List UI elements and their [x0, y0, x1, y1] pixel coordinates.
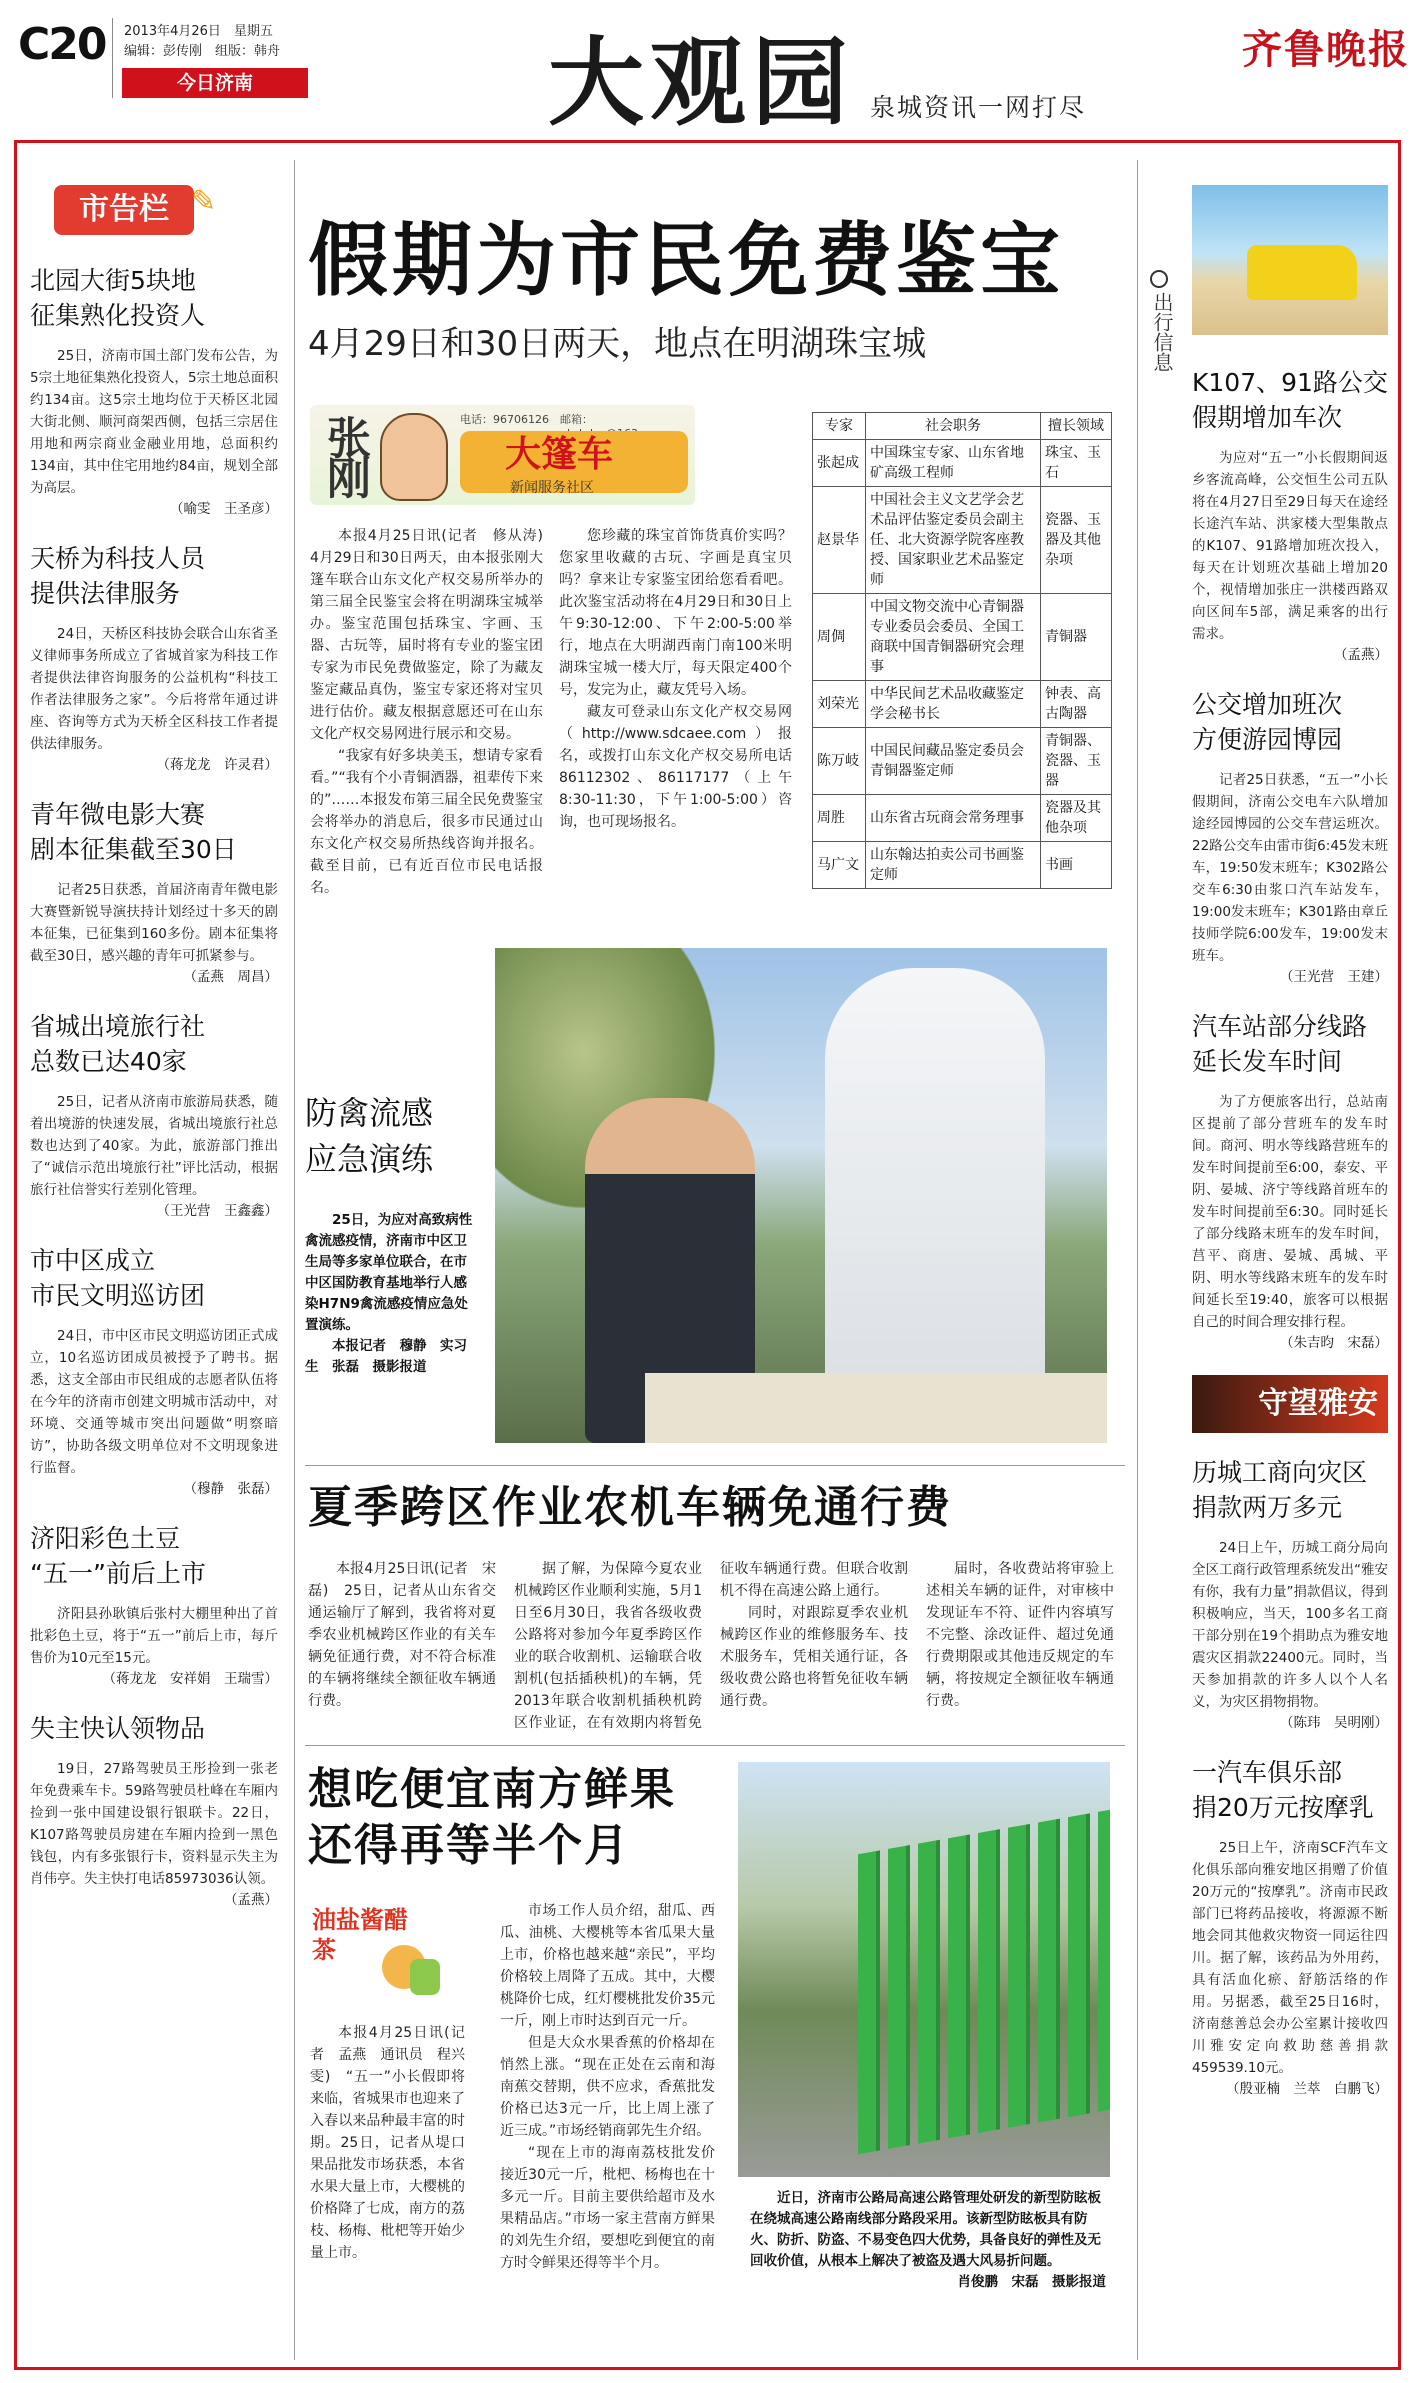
- news-item-title: 省城出境旅行社: [30, 1012, 206, 1041]
- logo-subname: 大篷车: [505, 434, 614, 475]
- logo-name: 张刚: [319, 415, 370, 495]
- news-item-title: 总数已达40家: [30, 1047, 187, 1076]
- table-row: [813, 795, 1112, 842]
- news-item-byline: （王光营 王鑫鑫）: [156, 1203, 278, 1219]
- table-cell: 陈万岐: [813, 728, 866, 795]
- news-item-body: 25日，济南市国土部门发布公告，为5宗土地征集熟化投资人，5宗土地总面积约134亩。这5宗土地均位于天桥区北园大街北侧、顺河商架西侧，包括三宗居住用地和两宗商业金融业用地，总面积约134亩，其中住宅用地约84亩，规划全部为高层。: [30, 348, 278, 496]
- news-item-body: 25日上午，济南SCF汽车文化俱乐部向雅安地区捐赠了价值20万元的“按摩乳”。济南市民政部门已将药品接收，将源源不断地会同其他救灾物资一同运往四川。据了解，该药品为外用药，具有活血化瘀、舒筋活络的作用。另据悉，截至25日16时，济南慈善总会办公室累计接收四川雅安定向救助慈善捐款459539.10元。: [1192, 1840, 1388, 2076]
- main-paragraph: 本报4月25日讯(记者 修从涛) 4月29日和30日两天，由本报张刚大篷车联合山东文化产权交易所举办的第三届全民鉴宝会将在明湖珠宝城举办。鉴宝范围包括珠宝、字画、玉器、古玩等，届时将有专业的鉴宝团专家为市民免费做鉴定，除了为藏友鉴定藏品真伪，鉴宝专家还将对宝贝进行估价。藏友根据意愿还可在山东文化产权交易网进行展示和交易。: [310, 528, 557, 742]
- left-column-rule: [294, 160, 295, 2360]
- news-item: [30, 797, 278, 987]
- news-item: [30, 1521, 278, 1689]
- table-cell: 周胜: [813, 795, 866, 842]
- news-item-byline: （孟燕）: [224, 1892, 278, 1908]
- news-item-title: 捐20万元按摩乳: [1192, 1793, 1374, 1822]
- news-item-byline: （王光营 王建）: [1280, 969, 1388, 985]
- news-item-byline: （蒋龙龙 安祥娟 王瑞雪）: [102, 1671, 278, 1687]
- news-item-title: 汽车站部分线路: [1192, 1012, 1368, 1041]
- article3-badge: [312, 1905, 442, 2005]
- article3-paragraph: 本报4月25日讯(记者 孟燕 通讯员 程兴雯) “五一”小长假即将来临，省城果市也迎来了入春以来品种最丰富的时期。25日，记者从堤口果品批发市场获悉，本省水果大量上市，大樱桃的价格降了七成，南方的荔枝、杨梅、枇杷等开始少量上市。: [310, 2025, 465, 2261]
- news-item-title: 天桥为科技人员: [30, 544, 206, 573]
- news-item-title: “五一”前后上市: [30, 1559, 206, 1588]
- left-column: [30, 185, 278, 1932]
- table-cell: 中国民间藏品鉴定委员会青铜器鉴定师: [866, 728, 1041, 795]
- yaan-badge: [1192, 1375, 1388, 1433]
- news-item-title: 公交增加班次: [1192, 690, 1343, 719]
- travel-label-text: 出行信息: [1150, 292, 1174, 372]
- right-column-rule: [1137, 160, 1138, 2360]
- article3-paragraph: 但是大众水果香蕉的价格却在悄然上涨。“现在正处在云南和海南蕉交替期，供不应求，香蕉批发价格已达3元一斤，比上周上涨了近三成。”市场经销商郭先生介绍。: [500, 2035, 715, 2139]
- news-item-title: 失主快认领物品: [30, 1714, 206, 1743]
- table-row: [813, 594, 1112, 681]
- editor-line: 编辑：彭传刚 组版：韩舟: [124, 44, 281, 59]
- news-item: [1192, 1755, 1388, 2099]
- logo-phone: 电话：96706126: [460, 413, 549, 426]
- news-item-title: 北园大街5块地: [30, 266, 196, 295]
- news-item-title: 方便游园博园: [1192, 725, 1343, 754]
- news-item-body: 24日上午，历城工商分局向全区工商行政管理系统发出“雅安有你，我有力量”捐款倡议，得到积极响应，当天，100多名工商干部分别在19个捐助点为雅安地震灾区捐款22400元。同时，当天参加捐款的许多人以个人名义，为灾区捐物捐物。: [1192, 1540, 1388, 1710]
- drill-headline: [305, 1090, 433, 1182]
- car-icon: [1247, 245, 1357, 300]
- table-cell: 赵景华: [813, 487, 866, 594]
- main-headline: 假期为市民免费鉴宝: [308, 213, 1064, 307]
- pencil-icon: ✎: [190, 184, 216, 219]
- drill-caption: [305, 1210, 473, 1378]
- table-cell: 马广文: [813, 842, 866, 889]
- news-item-byline: （孟燕）: [1334, 647, 1388, 663]
- table-cell: 瓷器及其他杂项: [1041, 795, 1112, 842]
- experts-table-wrap: [812, 412, 1112, 889]
- article3-headline-line: 想吃便宜南方鲜果: [308, 1764, 676, 1815]
- table-cell: 中华民间艺术品收藏鉴定学会秘书长: [866, 681, 1041, 728]
- table-header-row: [813, 413, 1112, 440]
- news-item-title: 一汽车俱乐部: [1192, 1758, 1343, 1787]
- news-item: [30, 541, 278, 775]
- news-item: [30, 1009, 278, 1221]
- news-item-body: 24日，市中区市民文明巡访团正式成立，10名巡访团成员被授予了聘书。据悉，这支全部由市民组成的志愿者队伍将在今年的济南市创建文明城市活动中，对环境、交通等城市突出问题做“明察暗访”，协助各级文明单位对不文明现象进行监督。: [30, 1328, 278, 1476]
- table-cell: 周倜: [813, 594, 866, 681]
- today-tag: 今日济南: [122, 68, 308, 98]
- guardrail-photo: [738, 1762, 1110, 2177]
- drill-photo: [495, 948, 1107, 1443]
- section-slogan: 泉城资讯一网打尽: [870, 93, 1087, 122]
- table-cell: 青铜器: [1041, 594, 1112, 681]
- article3-badge-label: 油盐酱醋茶: [312, 1906, 408, 1964]
- news-item-byline: （穆静 张磊）: [183, 1481, 278, 1497]
- yaan-badge-label: 守望雅安: [1258, 1386, 1378, 1421]
- news-item-body: 记者25日获悉，首届济南青年微电影大赛暨新锐导演扶持计划经过十多天的剧本征集，已征集到160多份。剧本征集将截至30日，感兴趣的青年可抓紧参与。: [30, 882, 278, 964]
- article3-body-left: [310, 2022, 465, 2264]
- section-title: 大观园: [548, 26, 854, 139]
- travel-photo: [1192, 185, 1388, 335]
- news-item: [1192, 1455, 1388, 1733]
- news-item-body: 为了方便旅客出行，总站南区提前了部分营班车的发车时间。商河、明水等线路营班车的发车时间提前至6:00，泰安、平阴、晏城、济宁等线路首班车的发车时间提前至6:30。同时延长了部分线路末班车的发车时间，莒平、商唐、晏城、禹城、平阴、明水等线路末班车的发车时间延长至19:40，旅客可以根据自己的时间合理安排行程。: [1192, 1094, 1388, 1330]
- travel-label: [1150, 270, 1172, 372]
- table-cell: 山东翰达拍卖公司书画鉴定师: [866, 842, 1041, 889]
- drill-caption-text: 25日，为应对高致病性禽流感疫情，济南市中区卫生局等多家单位联合，在市中区国防教育基地举行人感染H7N9禽流感疫情应急处置演练。: [305, 1212, 473, 1333]
- article2-paragraph: 据了解，为保障今夏农业机械跨区作业顺利实施，5月1日至6月30日，我省各级收费公路将对参加今年夏季跨区作业的联合收割机、运输联合收割机(包括插秧机)的车辆，凭2013年联合收割机插秧机跨区作业证，在有效期内将暂免征收车辆通行费。但联合收割机不得在高速公路上通行。: [514, 1561, 908, 1731]
- news-item-body: 济阳县孙耿镇后张村大棚里种出了首批彩色土豆，将于“五一”前后上市，每斤售价为10元至15元。: [30, 1606, 278, 1666]
- table-row: [813, 842, 1112, 889]
- news-item-body: 记者25日获悉，“五一”小长假期间，济南公交电车六队增加途经园博园的公交车营运班次。22路公交车由雷市街6:45发末班车，19:50发末班车；K302路公交车6:30由浆口汽车站发车，19:00发末班车；K301路由章丘技师学院6:00发车，19:00发末班车。: [1192, 772, 1388, 964]
- news-item-body: 25日，记者从济南市旅游局获悉，随着出境游的快速发展，省城出境旅行社总数也达到了40家。为此，旅游部门推出了“诚信示范出境旅行社”评比活动，根据旅行社信誉实行差别化管理。: [30, 1094, 278, 1198]
- drill-headline-line: 应急演练: [305, 1140, 434, 1178]
- article3-paragraph: 市场工作人员介绍，甜瓜、西瓜、油桃、大樱桃等本省瓜果大量上市，价格也越来越“亲民”，平均价格较上周降了五成。其中，大樱桃降价七成，红灯樱桃批发价35元一斤，刚上市时达到百元一斤。: [500, 1903, 715, 2029]
- main-subheadline: 4月29日和30日两天，地点在明湖珠宝城: [308, 324, 927, 364]
- news-item: [1192, 1009, 1388, 1353]
- article3-headline-line: 还得再等半个月: [308, 1820, 630, 1871]
- table-cell: 钟表、高古陶器: [1041, 681, 1112, 728]
- table-cell: 山东省古玩商会常务理事: [866, 795, 1041, 842]
- jar-icon: [410, 1959, 440, 1995]
- news-item-byline: （殷亚楠 兰萃 白鹏飞）: [1226, 2081, 1388, 2097]
- news-item-byline: （孟燕 周昌）: [183, 969, 278, 985]
- logo-email: 邮箱：: [560, 413, 593, 426]
- guardrail-caption: [750, 2188, 1106, 2293]
- caricature-icon: [380, 413, 448, 501]
- guardrail-posts: [858, 1810, 1110, 2154]
- table-row: [813, 681, 1112, 728]
- table-cell: 刘荣光: [813, 681, 866, 728]
- news-item-title: 济阳彩色土豆: [30, 1524, 181, 1553]
- article3-paragraph: “现在上市的海南荔枝批发价接近30元一斤，枇杷、杨梅也在十多元一斤。目前主要供给超市及水果精品店。”市场一家主营南方鲜果的刘先生介绍，要想吃到便宜的南方时令鲜果还得等半个月。: [500, 2145, 715, 2271]
- article3-body-right: [500, 1900, 715, 2274]
- news-item-title: 延长发车时间: [1192, 1047, 1343, 1076]
- article2-paragraph: 本报4月25日讯(记者 宋磊) 25日，记者从山东省交通运输厅了解到，我省将对夏季农业机械跨区作业的有关车辆免征通行费，对不符合标准的车辆将继续全额征收车辆通行费。: [308, 1561, 496, 1709]
- news-item-body: 24日，天桥区科技协会联合山东省圣义律师事务所成立了省城首家为科技工作者提供法律咨询服务的公益机构“科技工作者法律服务之家”。今后将常年通过讲座、咨询等方式为天桥全区科技工作者提供法律服务。: [30, 626, 278, 752]
- article2-body: [308, 1558, 1114, 1736]
- logo-subcaption: 新闻服务社区: [510, 480, 594, 496]
- news-item: [30, 1243, 278, 1499]
- main-paragraph: 藏友可登录山东文化产权交易网（http://www.sdcaee.com）报名，或拨打山东文化产权交易所电话86112302、86117177（上午8:30-11:30，下午1:00-5:00）咨询，也可现场报名。: [559, 704, 792, 830]
- article3-headline: [308, 1762, 676, 1874]
- news-item-byline: （喻雯 王圣彦）: [170, 501, 278, 517]
- notice-badge: [54, 184, 216, 235]
- notice-badge-label: 市告栏: [79, 192, 169, 227]
- page-number: C20: [18, 19, 106, 70]
- hazmat-suit-figure: [825, 968, 1045, 1438]
- main-paragraph: 您珍藏的珠宝首饰货真价实吗？您家里收藏的古玩、字画是真宝贝吗？拿来让专家鉴宝团给您看看吧。此次鉴宝活动将在4月29日和30日上午9:30-12:00、下午2:00-5:00举行，地点在大明湖西南门南100米明湖珠宝城一楼大厅，每天限定400个号，发完为止，藏友凭号入场。: [559, 528, 792, 698]
- table-cell: 书画: [1041, 842, 1112, 889]
- news-item-title: 提供法律服务: [30, 579, 181, 608]
- table-row: [813, 728, 1112, 795]
- main-paragraph: “我家有好多块美玉，想请专家看看。”“我有个小青铜酒器，祖辈传下来的”……本报发布第三届全民免费鉴宝会将举办的消息后，很多市民通过山东文化产权交易所热线咨询并报名。截至目前，已有近百位市民电话报名。: [310, 748, 543, 896]
- table-cell: 张起成: [813, 440, 866, 487]
- news-item: [30, 1711, 278, 1910]
- table-header: 专家: [813, 413, 866, 440]
- news-item-title: 青年微电影大赛: [30, 800, 206, 829]
- news-item-byline: （朱吉昀 宋磊）: [1280, 1335, 1388, 1351]
- table-cell: 中国珠宝专家、山东省地矿高级工程师: [866, 440, 1041, 487]
- column-logo: [310, 405, 695, 505]
- table-row: [813, 440, 1112, 487]
- table-cell: 珠宝、玉石: [1041, 440, 1112, 487]
- guardrail-caption-text: 近日，济南市公路局高速公路管理处研发的新型防眩板在绕城高速公路南线部分路段采用。该新型防眩板具有防火、防折、防盗、不易变色四大优势，具备良好的弹性及无回收价值，从根本上解决了被盗及遇大风易折问题。: [750, 2190, 1101, 2269]
- drill-credit: 本报记者 穆静 实习生 张磊 摄影报道: [305, 1338, 467, 1375]
- guardrail-credit: 肖俊鹏 宋磊 摄影报道: [957, 2274, 1106, 2290]
- table-cell: 瓷器、玉器及其他杂项: [1041, 487, 1112, 594]
- news-item-byline: （蒋龙龙 许灵君）: [156, 757, 278, 773]
- table-row: [813, 487, 1112, 594]
- table-cell: 中国文物交流中心青铜器专业委员会委员、全国工商联中国青铜器研究会理事: [866, 594, 1041, 681]
- drill-headline-line: 防禽流感: [305, 1094, 434, 1132]
- table-cell: 青铜器、瓷器、玉器: [1041, 728, 1112, 795]
- news-item-byline: （陈玮 吴明刚）: [1280, 1715, 1388, 1731]
- right-news-list-2: [1192, 1455, 1388, 2099]
- news-item-title: 剧本征集截至30日: [30, 835, 237, 864]
- table-header: 社会职务: [866, 413, 1041, 440]
- table-header: 擅长领域: [1041, 413, 1112, 440]
- news-item-body: 19日，27路驾驶员王彤捡到一张老年免费乘车卡。59路驾驶员杜峰在车厢内捡到一张中国建设银行银联卡。22日，K107路驾驶员房建在车厢内捡到一黑色钱包，内有多张银行卡，资料显示失主为肖伟亭。失主快打电话85973036认领。: [30, 1761, 278, 1887]
- news-item-title: 市中区成立: [30, 1246, 156, 1275]
- news-item-title: 市民文明巡访团: [30, 1281, 206, 1310]
- news-item-title: 假期增加车次: [1192, 403, 1343, 432]
- news-item-title: 征集熟化投资人: [30, 301, 206, 330]
- brand-logo: 齐鲁晚报: [1242, 26, 1410, 73]
- section-rule: [305, 1465, 1125, 1466]
- news-item: [1192, 365, 1388, 665]
- circle-icon: [1150, 270, 1168, 288]
- left-news-list: [30, 263, 278, 1910]
- main-article: [310, 525, 792, 915]
- header-divider: [112, 18, 113, 98]
- article2-headline: 夏季跨区作业农机车辆免通行费: [308, 1482, 952, 1533]
- issue-date: 2013年4月26日 星期五: [124, 24, 273, 39]
- article2-paragraph: 同时，对跟踪夏季农业机械跨区作业的维修服务车、技术服务车，凭相关通行证，各级收费公路也将暂免征收车辆通行费。: [720, 1605, 908, 1709]
- news-item-title: 历城工商向灾区: [1192, 1458, 1368, 1487]
- news-item-title: K107、91路公交: [1192, 368, 1388, 397]
- news-item-title: 捐款两万多元: [1192, 1493, 1343, 1522]
- table-surface: [645, 1373, 1107, 1443]
- news-item-body: 为应对“五一”小长假期间返乡客流高峰，公交恒生公司五队将在4月27日至29日每天在途经长途汽车站、洪家楼大型集散点的K107、91路增加班次投入，每天在计划班次基础上增加20个，视情增加张庄一洪楼西路双向区间车5部，满足乘客的出行需求。: [1192, 450, 1388, 642]
- right-column: [1192, 365, 1388, 2121]
- section-rule: [305, 1745, 1125, 1746]
- experts-table: [812, 412, 1112, 889]
- news-item: [30, 263, 278, 519]
- table-cell: 中国社会主义文艺学会艺术品评估鉴定委员会副主任、北大资源学院客座教授、国家职业艺术品鉴定师: [866, 487, 1041, 594]
- right-news-list: [1192, 365, 1388, 1353]
- news-item: [1192, 687, 1388, 987]
- article2-paragraph: 届时，各收费站将审验上述相关车辆的证件，对审核中发现证车不符、证件内容填写不完整、涂改证件、超过免通行费期限或其他违反规定的车辆，将按规定全额征收车辆通行费。: [926, 1561, 1114, 1709]
